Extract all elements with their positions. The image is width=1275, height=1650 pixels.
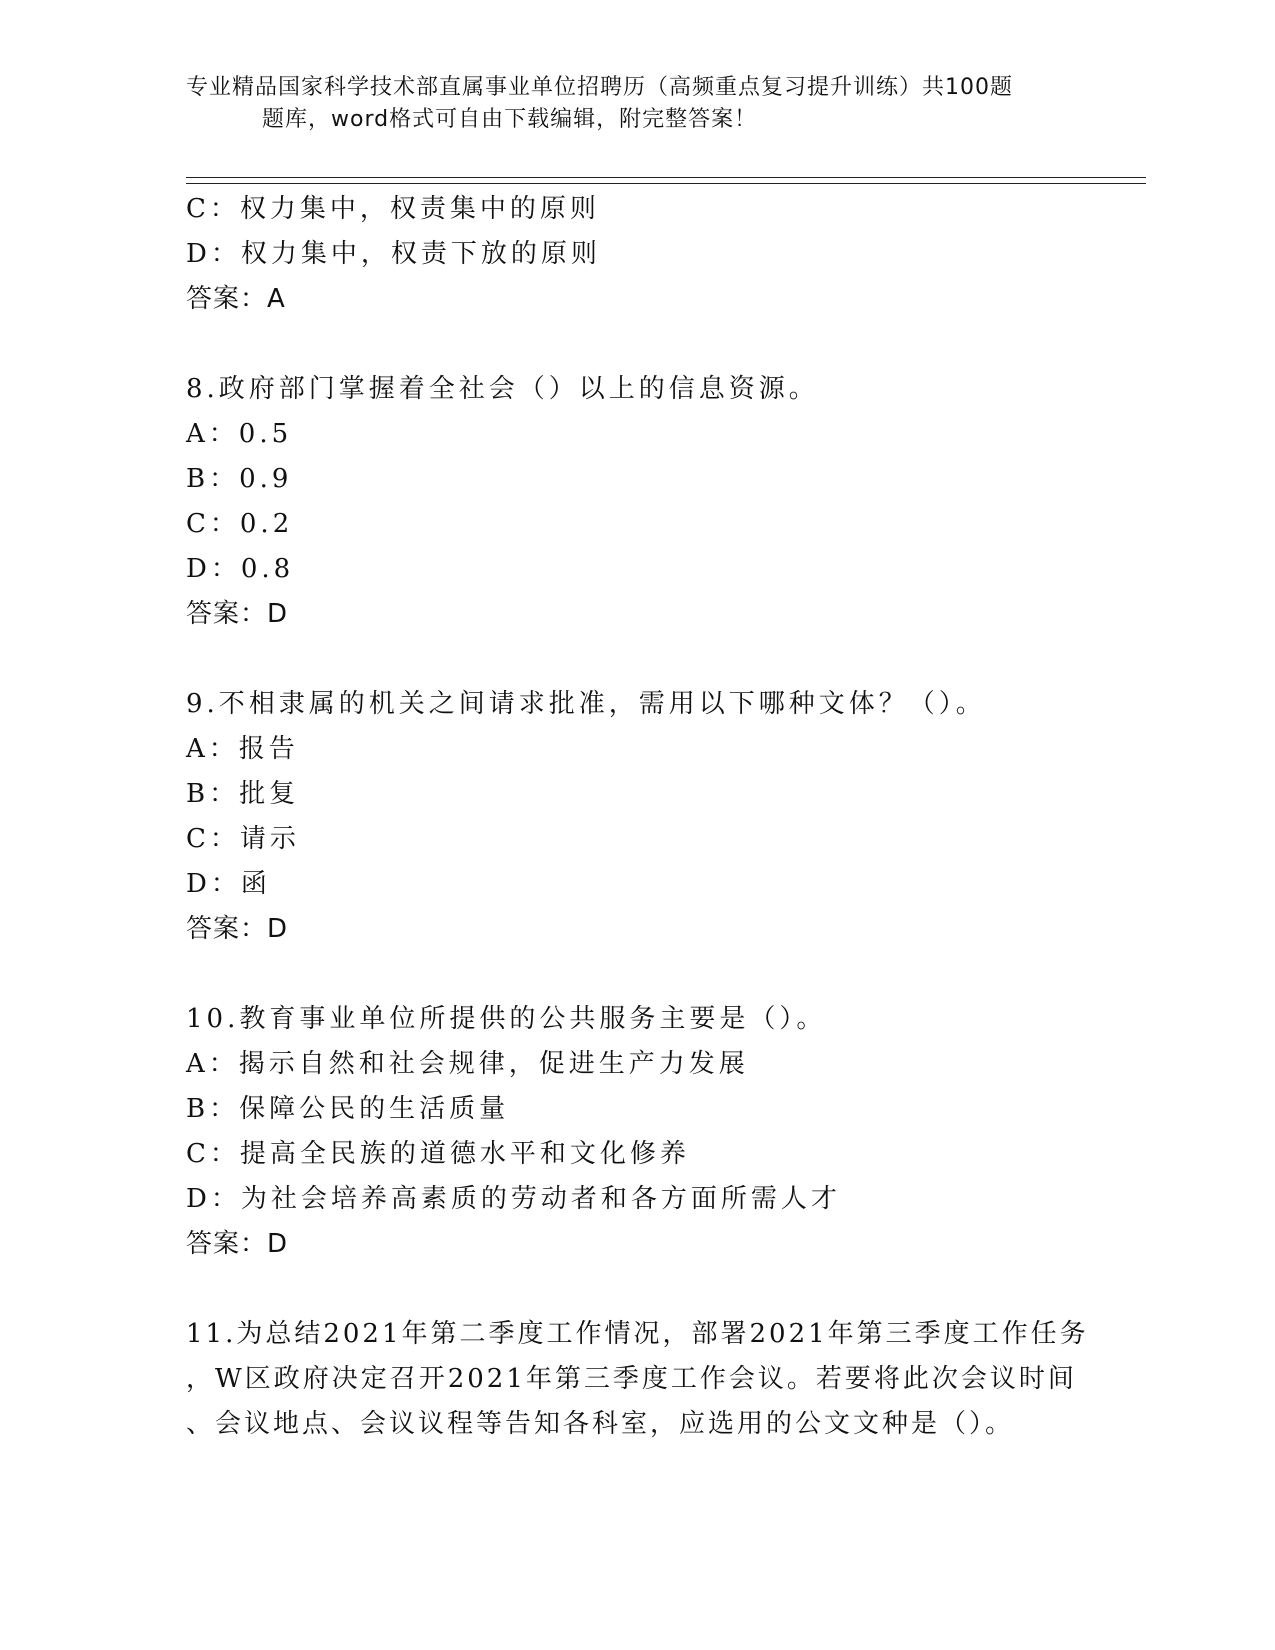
question-11 — [186, 1312, 1089, 1447]
question-text: 8.政府部门掌握着全社会（）以上的信息资源。 — [186, 374, 819, 404]
option-c: C：权力集中，权责集中的原则 — [186, 194, 600, 224]
option-a: A：报告 — [186, 734, 299, 764]
option-a: A：揭示自然和社会规律，促进生产力发展 — [186, 1049, 749, 1079]
answer-label: 答案：A — [186, 284, 286, 314]
question-text-line-3: 、会议地点、会议议程等告知各科室，应选用的公文文种是（）。 — [186, 1409, 1015, 1439]
question-7-tail — [186, 187, 1086, 322]
header-title-line-1: 专业精品国家科学技术部直属事业单位招聘历（高频重点复习提升训练）共100题 — [186, 75, 1013, 100]
answer-label: 答案：D — [186, 599, 289, 629]
question-8 — [186, 367, 1086, 637]
spacer — [186, 322, 1086, 367]
header-title-line-2: 题库，word格式可自由下载编辑，附完整答案！ — [262, 107, 758, 132]
option-d: D：函 — [186, 869, 271, 899]
option-a: A：0.5 — [186, 419, 293, 449]
question-9 — [186, 682, 1086, 952]
option-d: D：权力集中，权责下放的原则 — [186, 239, 601, 269]
question-text-line-2: ，W区政府决定召开2021年第三季度工作会议。若要将此次会议时间 — [186, 1364, 1077, 1394]
option-c: C：0.2 — [186, 509, 294, 539]
page-header — [186, 72, 1086, 136]
option-c: C：请示 — [186, 824, 300, 854]
question-text-line-1: 11.为总结2021年第二季度工作情况，部署2021年第三季度工作任务 — [186, 1319, 1089, 1349]
option-b: B：保障公民的生活质量 — [186, 1094, 510, 1124]
question-10 — [186, 997, 1086, 1267]
spacer — [186, 1267, 1086, 1312]
question-body — [186, 187, 1089, 1447]
option-d: D：为社会培养高素质的劳动者和各方面所需人才 — [186, 1184, 841, 1214]
header-divider-top — [186, 177, 1146, 178]
answer-label: 答案：D — [186, 914, 289, 944]
option-c: C：提高全民族的道德水平和文化修养 — [186, 1139, 690, 1169]
spacer — [186, 952, 1086, 997]
question-text: 9.不相隶属的机关之间请求批准，需用以下哪种文体？（）。 — [186, 689, 986, 719]
spacer — [186, 637, 1086, 682]
option-b: B：0.9 — [186, 464, 293, 494]
question-text: 10.教育事业单位所提供的公共服务主要是（）。 — [186, 1004, 827, 1034]
answer-label: 答案：D — [186, 1229, 289, 1259]
header-divider-bottom — [186, 183, 1146, 184]
option-b: B：批复 — [186, 779, 300, 809]
option-d: D：0.8 — [186, 554, 295, 584]
